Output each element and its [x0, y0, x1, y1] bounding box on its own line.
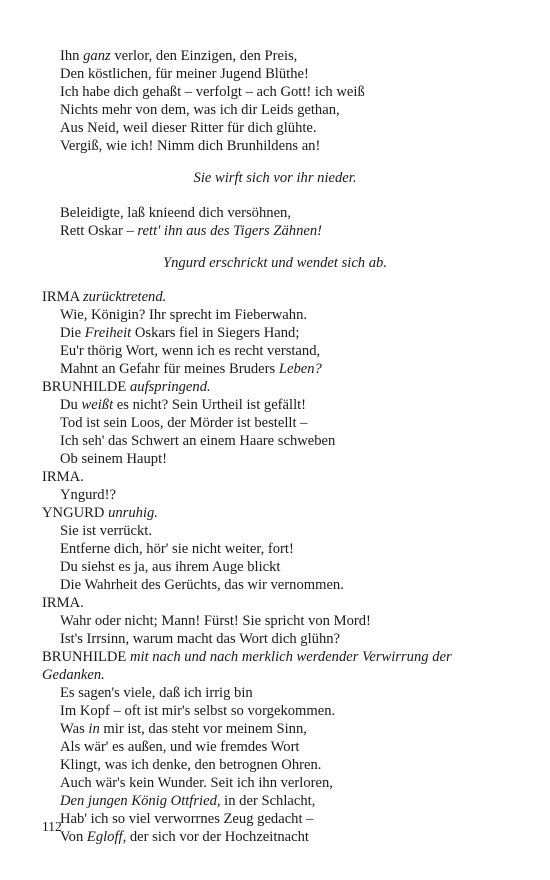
verse-line	[0, 83, 550, 101]
text-run: Tod ist sein Loos, der Mörder ist bestellt –	[60, 415, 308, 431]
text-run: Rett Oskar –	[60, 223, 138, 239]
italic-text: Egloff,	[86, 829, 127, 845]
text-run: Wahr oder nicht; Mann! Fürst! Sie spricht von Mord!	[60, 613, 371, 629]
direction-continuation	[0, 666, 550, 684]
verse-line	[0, 792, 550, 810]
verse-line	[0, 360, 550, 378]
text-run: IRMA.	[42, 469, 84, 485]
italic-text: ganz	[83, 48, 111, 64]
text-run: Es sagen's viele, daß ich irrig bin	[60, 685, 253, 701]
text-run: Du	[60, 397, 82, 413]
text-run: Auch wär's kein Wunder. Seit ich ihn verloren,	[60, 775, 333, 791]
text-run: Als wär' es außen, und wie fremdes Wort	[60, 739, 300, 755]
verse-line	[0, 630, 550, 648]
italic-text: zurücktretend.	[82, 289, 167, 305]
italic-text: in	[88, 721, 100, 737]
text-run: Beleidigte, laß knieend dich versöhnen,	[60, 205, 291, 221]
text-run: Ihn	[60, 48, 84, 64]
italic-text: aufspringend.	[129, 379, 211, 395]
dialogue-block	[0, 288, 550, 846]
verse-line	[0, 306, 550, 324]
text-run: Im Kopf – oft ist mir's selbst so vorgekommen.	[60, 703, 336, 719]
text-run: Aus Neid, weil dieser Ritter für dich glühte.	[60, 120, 317, 136]
text-run: Ist's Irrsinn, warum macht das Wort dich glühn?	[60, 631, 341, 647]
verse-line	[0, 612, 550, 630]
text-run: Entferne dich, hör' sie nicht weiter, fort!	[60, 541, 294, 557]
italic-text: Leben?	[278, 361, 322, 377]
text-run: Wie, Königin? Ihr sprecht im Fieberwahn.	[60, 307, 308, 323]
verse-line	[0, 522, 550, 540]
text-run: IRMA	[42, 289, 83, 305]
italic-text: mit nach und nach merklich werdender Verwirrung der	[129, 649, 452, 665]
text-run: Ob seinem Haupt!	[60, 451, 167, 467]
italic-text: rett' ihn aus des Tigers Zähnen!	[137, 223, 323, 239]
verse-line	[0, 65, 550, 83]
text-run: BRUNHILDE	[42, 649, 130, 665]
speaker-line	[0, 648, 550, 666]
verse-line	[0, 558, 550, 576]
italic-text: Freiheit	[84, 325, 132, 341]
text-run: Nichts mehr von dem, was ich dir Leids gethan,	[60, 102, 340, 118]
speaker-line	[0, 468, 550, 486]
verse-line	[0, 396, 550, 414]
verse-line	[0, 684, 550, 702]
text-run: Mahnt an Gefahr für meines Bruders	[60, 361, 279, 377]
text-run: Du siehst es ja, aus ihrem Auge blickt	[60, 559, 281, 575]
verse-line	[0, 756, 550, 774]
verse-line	[0, 101, 550, 119]
stage-direction: Sie wirft sich vor ihr nieder.	[193, 170, 357, 186]
text-run: Den köstlichen, für meiner Jugend Blüthe!	[60, 66, 309, 82]
verse-line	[0, 204, 550, 222]
verse-stanza	[0, 47, 550, 155]
italic-text: unruhig.	[108, 505, 158, 521]
verse-line	[0, 738, 550, 756]
text-run: Klingt, was ich denke, den betrognen Ohren.	[60, 757, 322, 773]
text-run: Sie ist verrückt.	[60, 523, 153, 539]
verse-line	[0, 222, 550, 240]
text-run: BRUNHILDE	[42, 379, 130, 395]
verse-line	[0, 576, 550, 594]
verse-line	[0, 342, 550, 360]
text-run: Eu'r thörig Wort, wenn ich es recht verstand,	[60, 343, 321, 359]
verse-line	[0, 414, 550, 432]
text-run: es nicht? Sein Urtheil ist gefällt!	[113, 397, 307, 413]
verse-line	[0, 810, 550, 828]
verse-line	[0, 450, 550, 468]
verse-line	[0, 119, 550, 137]
text-run: Oskars fiel in Siegers Hand;	[131, 325, 300, 341]
italic-text: Den jungen König Ottfried,	[60, 793, 221, 809]
text-run: der sich vor der Hochzeitnacht	[126, 829, 309, 845]
text-run: Was	[60, 721, 89, 737]
speaker-line	[0, 378, 550, 396]
text-run: Vergiß, wie ich! Nimm dich Brunhildens an!	[60, 138, 321, 154]
page-number: 112	[42, 819, 62, 834]
verse-line	[0, 702, 550, 720]
text-run: Von	[60, 829, 87, 845]
verse-line	[0, 137, 550, 155]
stage-direction: Yngurd erschrickt und wendet sich ab.	[162, 255, 387, 271]
italic-text: weißt	[81, 397, 114, 413]
text-run: in der Schlacht,	[220, 793, 316, 809]
text-run: mir ist, das steht vor meinem Sinn,	[99, 721, 307, 737]
text-run: Ich habe dich gehaßt – verfolgt – ach Gott! ich weiß	[60, 84, 365, 100]
verse-line	[0, 324, 550, 342]
text-run: Hab' ich so viel verworrnes Zeug gedacht –	[60, 811, 314, 827]
text-run: Yngurd!?	[60, 487, 116, 503]
text-run: YNGURD	[42, 505, 109, 521]
verse-line	[0, 774, 550, 792]
speaker-line	[0, 288, 550, 306]
verse-line	[0, 540, 550, 558]
speaker-line	[0, 504, 550, 522]
verse-line	[0, 828, 550, 846]
italic-text: Gedanken.	[42, 667, 105, 683]
speaker-line	[0, 594, 550, 612]
verse-line	[0, 486, 550, 504]
text-run: Die	[60, 325, 85, 341]
text-run: Die Wahrheit des Gerüchts, das wir vernommen.	[60, 577, 344, 593]
verse-stanza	[0, 204, 550, 240]
text-run: Ich seh' das Schwert an einem Haare schweben	[60, 433, 336, 449]
text-run: IRMA.	[42, 595, 84, 611]
text-run: verlor, den Einzigen, den Preis,	[110, 48, 298, 64]
verse-line	[0, 47, 550, 65]
verse-line	[0, 432, 550, 450]
verse-line	[0, 720, 550, 738]
